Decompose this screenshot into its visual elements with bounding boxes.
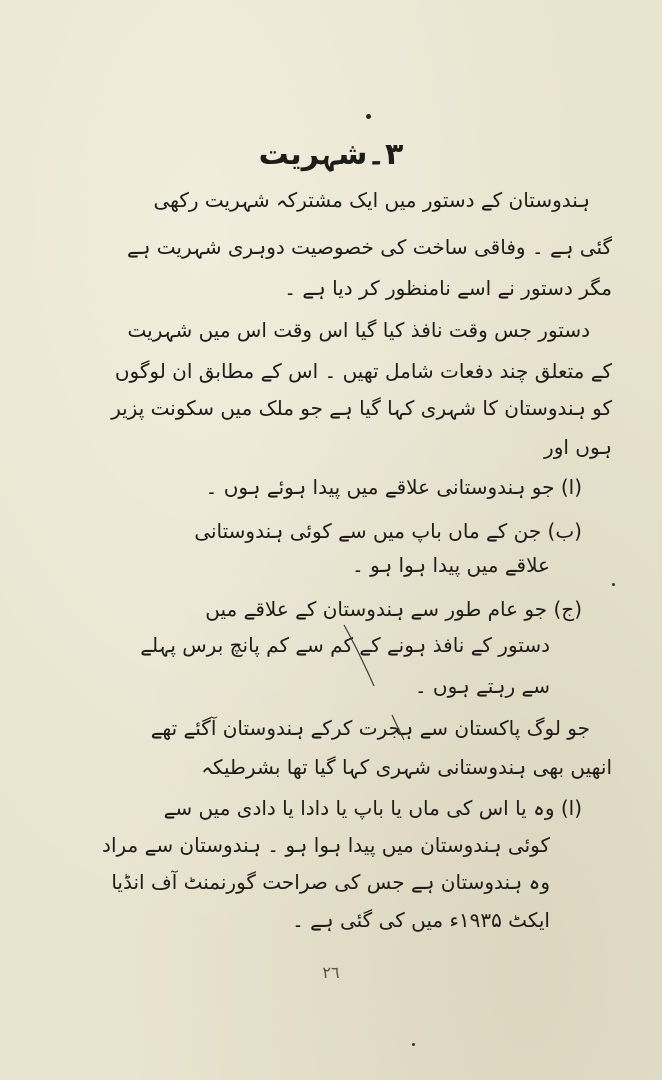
proviso-item: ایکٹ ۱۹۳۵ء میں کی گئی ہے ۔ [292, 908, 550, 932]
condition-item: سے رہتے ہوں ۔ [414, 674, 550, 698]
condition-item: (ب) جن کے ماں باپ میں سے کوئی ہندوستانی [194, 519, 582, 543]
proviso-item: کوئی ہندوستان میں پیدا ہوا ہو ۔ ہندوستان سے مراد [102, 833, 550, 857]
text-line: ہوں اور [544, 435, 612, 459]
proviso-item: وہ ہندوستان ہے جس کی صراحت گورنمنٹ آف انڈیا [111, 870, 550, 894]
page-number: ٢٦ [322, 963, 340, 982]
text-line: جو لوگ پاکستان سے ہجرت کرکے ہندوستان آگئے تھے [150, 716, 590, 740]
chapter-heading: ٣۔شہریت [258, 137, 404, 172]
condition-item: (ج) جو عام طور سے ہندوستان کے علاقے میں [205, 597, 582, 621]
condition-item: (ا) جو ہندوستانی علاقے میں پیدا ہوئے ہوں ۔ [205, 475, 582, 499]
proviso-item: (ا) وہ یا اس کی ماں یا باپ یا دادا یا دادی میں سے [163, 796, 582, 820]
text-line: کے متعلق چند دفعات شامل تھیں ۔ اس کے مطابق ان لوگوں [114, 359, 612, 383]
text-line: مگر دستور نے اسے نامنظور کر دیا ہے ۔ [284, 276, 612, 300]
text-line: گئی ہے ۔ وفاقی ساخت کی خصوصیت دوہری شہریت ہے [126, 235, 612, 259]
text-line: انھیں بھی ہندوستانی شہری کہا گیا تھا بشرطیکہ [201, 755, 612, 779]
condition-item: دستور کے نافذ ہونے کے کم سے کم پانچ برس پہلے [140, 633, 550, 657]
condition-item: علاقے میں پیدا ہوا ہو ۔ [352, 553, 550, 577]
text-line: کو ہندوستان کا شہری کہا گیا ہے جو ملک میں سکونت پزیر [111, 396, 612, 420]
text-line: ہندوستان کے دستور میں ایک مشترکہ شہریت رکھی [153, 188, 590, 212]
text-line: دستور جس وقت نافذ کیا گیا اس وقت اس میں شہریت [127, 318, 590, 342]
